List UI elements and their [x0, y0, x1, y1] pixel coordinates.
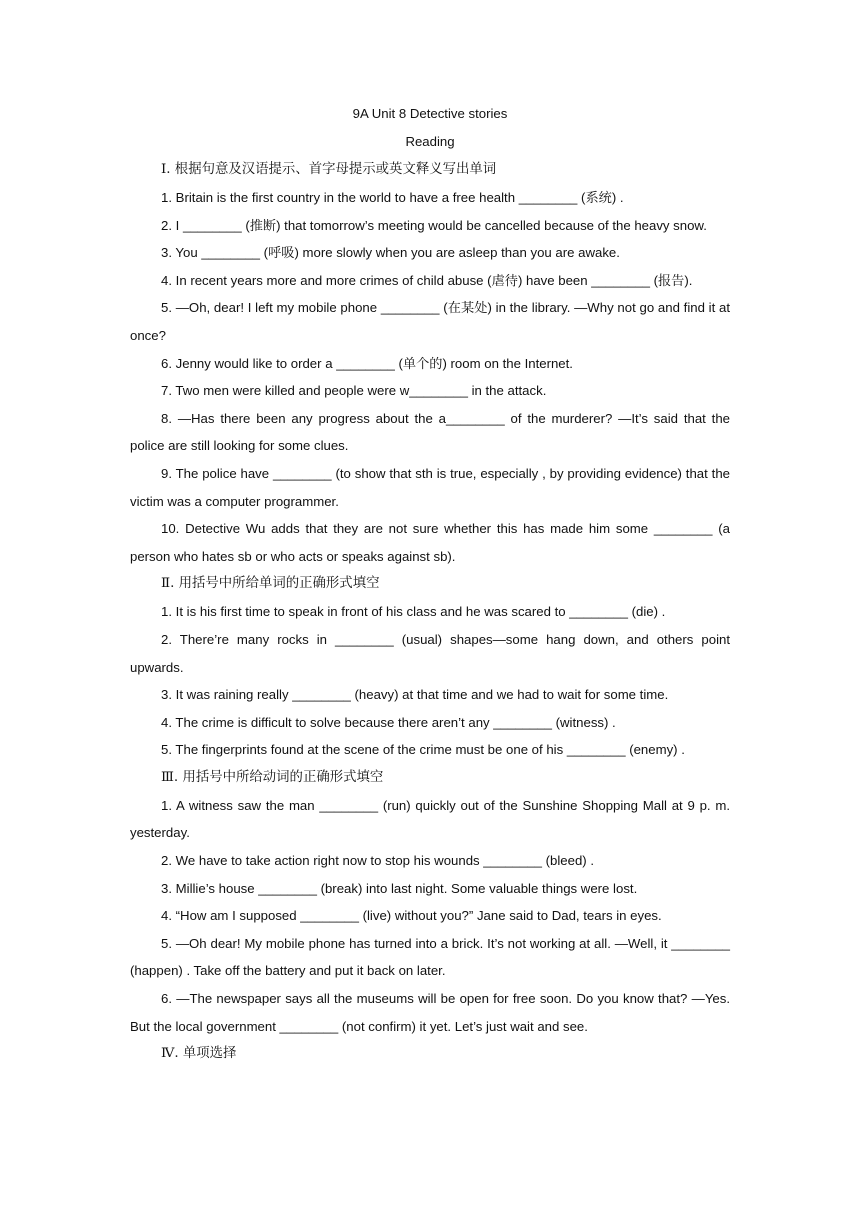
exercise-item: 4. In recent years more and more crimes of child abuse (虐待) have been ________ (报告). — [161, 272, 693, 288]
exercise-item: 3. You ________ (呼吸) more slowly when you are asleep than you are awake. — [161, 245, 620, 261]
exercise-item: 2. We have to take action right now to stop his wounds ________ (bleed) . — [161, 853, 595, 869]
exercise-item: 5. —Oh, dear! I left my mobile phone ________ (在某处) in the library. —Why not go and find it at once? — [130, 300, 730, 343]
exercise-item: 7. Two men were killed and people were w________ in the attack. — [161, 383, 547, 399]
exercise-item: 6. Jenny would like to order a ________ (单个的) room on the Internet. — [161, 355, 573, 371]
exercise-item: 1. A witness saw the man ________ (run) quickly out of the Sunshine Shopping Mall at 9 p. m. yesterday. — [130, 797, 730, 841]
section-heading-3: Ⅲ. 用括号中所给动词的正确形式填空 — [161, 769, 384, 785]
exercise-item: 5. The fingerprints found at the scene of the crime must be one of his ________ (enemy) . — [161, 742, 685, 758]
exercise-item: 8. —Has there been any progress about the a________ of the murderer? —It’s said that the police are still looking for some clues. — [130, 410, 730, 454]
document-title: 9A Unit 8 Detective stories — [352, 106, 508, 121]
exercise-item: 4. The crime is difficult to solve because there aren’t any ________ (witness) . — [161, 714, 616, 730]
exercise-item: 2. There’re many rocks in ________ (usual) shapes—some hang down, and others point upwards. — [130, 631, 730, 675]
exercise-item: 1. Britain is the first country in the world to have a free health ________ (系统) . — [161, 190, 624, 205]
section-heading-2: Ⅱ. 用括号中所给单词的正确形式填空 — [161, 576, 380, 592]
exercise-item: 5. —Oh dear! My mobile phone has turned into a brick. It’s not working at all. —Well, it ________ (happen) . Take off the battery and put it back on later. — [130, 935, 730, 979]
exercise-item: 2. I ________ (推断) that tomorrow’s meeting would be cancelled because of the heavy snow. — [161, 217, 707, 233]
section-heading-1: Ⅰ. 根据句意及汉语提示、首字母提示或英文释义写出单词 — [161, 162, 497, 177]
document-content — [130, 100, 730, 1068]
section-heading-4: Ⅳ. 单项选择 — [161, 1046, 237, 1062]
exercise-item: 9. The police have ________ (to show that sth is true, especially , by providing evidence) that the victim was a computer programmer. — [130, 465, 730, 509]
exercise-item: 3. It was raining really ________ (heavy) at that time and we had to wait for some time. — [161, 687, 669, 703]
exercise-item: 6. —The newspaper says all the museums will be open for free soon. Do you know that? —Yes. But the local government ________ (not confirm) it yet. Let’s just wait and see. — [130, 991, 730, 1034]
exercise-item: 1. It is his first time to speak in front of his class and he was scared to ________ (die) . — [161, 604, 666, 620]
exercise-item: 3. Millie’s house ________ (break) into last night. Some valuable things were lost. — [161, 880, 638, 896]
document-subtitle: Reading — [405, 134, 455, 149]
exercise-item: 10. Detective Wu adds that they are not sure whether this has made him some ________ (a person who hates sb or who acts or speaks against sb). — [130, 521, 730, 564]
exercise-item: 4. “How am I supposed ________ (live) without you?” Jane said to Dad, tears in eyes. — [161, 908, 662, 924]
